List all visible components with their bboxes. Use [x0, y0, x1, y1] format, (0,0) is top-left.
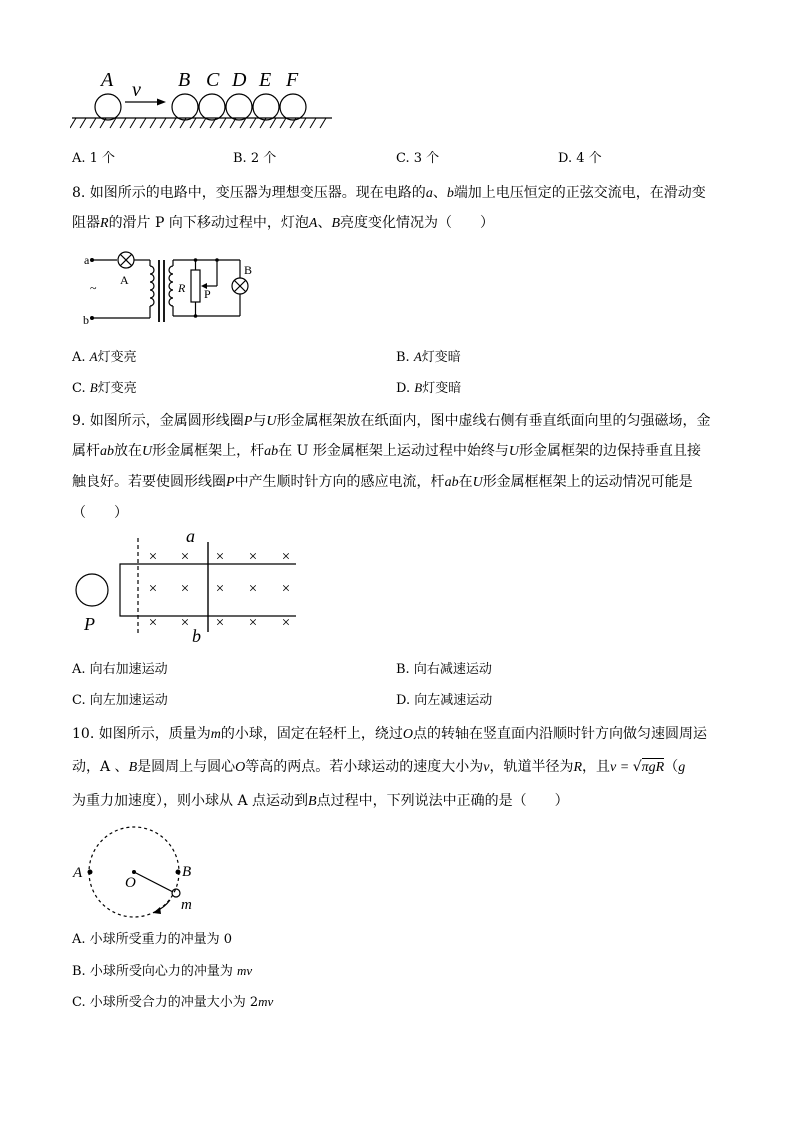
- q7-figure: [70, 64, 335, 132]
- svg-text:×: ×: [248, 549, 258, 565]
- small-ball: [172, 889, 180, 897]
- q10-figure: [70, 820, 200, 920]
- q7-option-c[interactable]: C. 3 个: [396, 151, 440, 166]
- q8-option-a[interactable]: A. A灯变亮: [72, 349, 137, 365]
- secondary-coil: [169, 266, 173, 306]
- svg-text:×: ×: [248, 615, 258, 631]
- slider-label: P: [204, 287, 211, 301]
- q9-figure: [70, 526, 300, 644]
- ball-f: [280, 94, 306, 120]
- svg-text:×: ×: [248, 581, 258, 597]
- q8-circuit-figure: [80, 246, 255, 330]
- mass-m-label: m: [181, 897, 192, 913]
- q10-stem-line2: 动，A 、B是圆周上与圆心O等高的两点。若小球运动的速度大小为v，轨道半径为R，且v = √πgR（g: [72, 759, 686, 775]
- q8-option-b[interactable]: B. A灯变暗: [396, 349, 461, 365]
- rheostat-label: R: [178, 281, 186, 295]
- coil-p: [76, 574, 108, 606]
- svg-text:×: ×: [148, 615, 158, 631]
- q9-option-d[interactable]: D. 向左减速运动: [396, 693, 493, 708]
- q10-option-c[interactable]: C. 小球所受合力的冲量大小为 2mv: [72, 994, 274, 1010]
- svg-text:×: ×: [148, 549, 158, 565]
- rod-label-a: a: [186, 526, 195, 546]
- q9-option-a[interactable]: A. 向右加速运动: [72, 662, 168, 677]
- svg-text:×: ×: [180, 549, 190, 565]
- lamp-b-label: B: [244, 263, 253, 277]
- svg-text:×: ×: [148, 581, 158, 597]
- q9-option-c[interactable]: C. 向左加速运动: [72, 693, 168, 708]
- rod-label-b: b: [192, 626, 201, 644]
- svg-text:×: ×: [180, 581, 190, 597]
- label-E: E: [259, 69, 272, 91]
- svg-text:×: ×: [281, 549, 291, 565]
- svg-text:×: ×: [215, 581, 225, 597]
- center-o-label: O: [125, 875, 136, 891]
- q8-stem-line2: 阻器R的滑片 P 向下移动过程中，灯泡A、B亮度变化情况为（ ）: [72, 215, 495, 231]
- coil-label-p: P: [84, 614, 95, 634]
- label-F: F: [286, 69, 299, 91]
- light-rod: [134, 872, 173, 892]
- label-A: A: [101, 69, 114, 91]
- ball-c: [199, 94, 225, 120]
- sqrt-sign: √: [632, 759, 642, 775]
- ac-symbol: ~: [90, 281, 97, 295]
- q9-stem-line3: 触良好。若要使圆形线圈P中产生顺时针方向的感应电流，杆ab在U形金属框框架上的运动情况可能是: [72, 474, 693, 490]
- q10-option-b[interactable]: B. 小球所受向心力的冲量为 mv: [72, 963, 253, 979]
- ball-d: [226, 94, 252, 120]
- svg-text:×: ×: [215, 549, 225, 565]
- q9-option-b[interactable]: B. 向右减速运动: [396, 662, 492, 677]
- q10-stem-line3: 为重力加速度），则小球从 A 点运动到B点过程中，下列说法中正确的是（ ）: [72, 793, 569, 809]
- lamp-a-label: A: [120, 273, 129, 287]
- rheostat-r: [191, 270, 200, 302]
- q9-stem-line1: 9. 如图所示，金属圆形线圈P与U形金属框架放在纸面内，图中虚线右侧有垂直纸面向里的匀强磁场，金: [72, 413, 711, 429]
- svg-text:×: ×: [215, 615, 225, 631]
- q10-option-a[interactable]: A. 小球所受重力的冲量为 0: [72, 932, 233, 947]
- label-C: C: [206, 69, 220, 91]
- point-b-label: B: [182, 864, 192, 880]
- q9-stem-line4: （ ）: [72, 505, 128, 521]
- label-D: D: [232, 69, 247, 91]
- label-B: B: [178, 69, 191, 91]
- q8-stem-line1: 8. 如图所示的电路中，变压器为理想变压器。现在电路的a、b端加上电压恒定的正弦交流电，在滑动变: [72, 185, 706, 201]
- q7-option-d[interactable]: D. 4 个: [558, 151, 602, 166]
- point-a-label: A: [73, 865, 83, 881]
- q8-option-c[interactable]: C. B灯变亮: [72, 380, 137, 396]
- sqrt-radicand: πgR: [641, 760, 665, 775]
- q7-option-a[interactable]: A. 1 个: [72, 151, 116, 166]
- svg-text:×: ×: [281, 581, 291, 597]
- q10-stem-line1: 10. 如图所示，质量为m的小球，固定在轻杆上，绕过O点的转轴在竖直面内沿顺时针方向做匀速圆周运: [72, 726, 707, 742]
- q9-stem-line2: 属杆ab放在U形金属框架上，杆ab在 U 形金属框架上运动过程中始终与U形金属框架的边保持垂直且接: [72, 443, 701, 459]
- primary-coil: [150, 266, 154, 306]
- ball-b: [172, 94, 198, 120]
- magnetic-field-crosses: [149, 549, 290, 631]
- ball-a: [95, 94, 121, 120]
- terminal-a-label: a: [84, 253, 90, 267]
- svg-text:×: ×: [180, 615, 190, 631]
- q7-option-b[interactable]: B. 2 个: [233, 151, 277, 166]
- label-v: v: [132, 79, 141, 101]
- terminal-b-label: b: [83, 313, 89, 327]
- svg-text:×: ×: [281, 615, 291, 631]
- ball-e: [253, 94, 279, 120]
- q8-option-d[interactable]: D. B灯变暗: [396, 380, 462, 396]
- speed-formula: v =: [610, 760, 633, 775]
